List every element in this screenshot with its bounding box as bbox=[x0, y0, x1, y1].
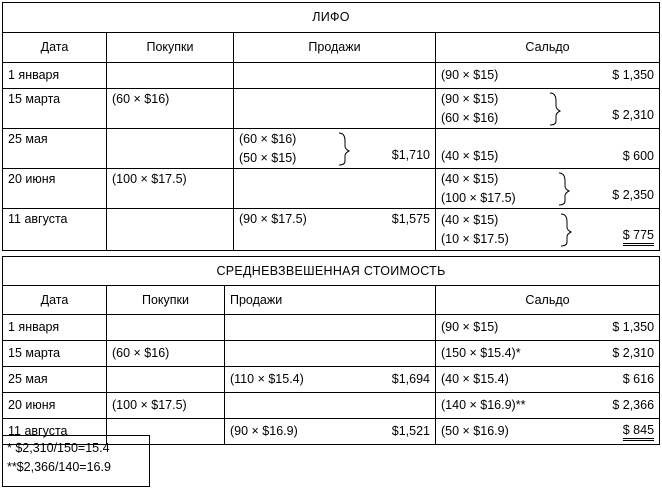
purchases-cell: (100 × $17.5) bbox=[107, 169, 234, 209]
table-row bbox=[3, 89, 660, 129]
purchases-cell bbox=[107, 129, 234, 169]
weighted-header-purchases: Покупки bbox=[107, 286, 225, 315]
date-cell: 15 марта bbox=[3, 341, 107, 367]
balance-total: $ 775 bbox=[623, 228, 654, 246]
lifo-header-sales: Продажи bbox=[234, 33, 436, 63]
weighted-title: СРЕДНЕВЗВЕШЕННАЯ СТОИМОСТЬ bbox=[3, 257, 660, 286]
brace-icon bbox=[559, 212, 573, 248]
sales-line: (90 × $17.5) bbox=[239, 212, 307, 226]
sales-cell bbox=[225, 315, 436, 341]
table-row bbox=[3, 341, 660, 367]
footnote: **$2,366/140=16.9 bbox=[7, 460, 111, 474]
balance-cell bbox=[436, 129, 660, 169]
purchases-cell bbox=[107, 209, 234, 251]
balance-cell bbox=[436, 315, 660, 341]
date-cell: 11 августа bbox=[3, 419, 107, 445]
date-cell: 20 июня bbox=[3, 393, 107, 419]
table-row bbox=[3, 129, 660, 169]
lifo-header-balance: Сальдо bbox=[436, 33, 660, 63]
balance-cell bbox=[436, 169, 660, 209]
balance-line: (140 × $16.9)** bbox=[441, 398, 526, 412]
lifo-header-purchases: Покупки bbox=[107, 33, 234, 63]
weighted-header-date: Дата bbox=[3, 286, 107, 315]
footnotes-box bbox=[2, 435, 150, 487]
weighted-table bbox=[2, 256, 660, 445]
sales-cell bbox=[225, 341, 436, 367]
date-cell: 25 мая bbox=[3, 129, 107, 169]
sales-cell bbox=[234, 63, 436, 89]
balance-total: $ 1,350 bbox=[612, 68, 654, 82]
sales-line: (50 × $15) bbox=[239, 150, 297, 165]
sales-total: $1,694 bbox=[391, 372, 430, 386]
balance-cell bbox=[436, 209, 660, 251]
balance-cell bbox=[436, 393, 660, 419]
table-row bbox=[3, 315, 660, 341]
sales-cell bbox=[234, 89, 436, 129]
balance-line: (90 × $15) bbox=[441, 91, 499, 106]
sales-cell bbox=[225, 367, 436, 393]
lifo-header-date: Дата bbox=[3, 33, 107, 63]
sales-cell bbox=[234, 129, 436, 169]
weighted-header-sales: Продажи bbox=[225, 286, 436, 315]
date-cell: 11 августа bbox=[3, 209, 107, 251]
sales-cell bbox=[234, 169, 436, 209]
balance-line: (100 × $17.5) bbox=[441, 190, 516, 205]
purchases-cell: (60 × $16) bbox=[107, 89, 234, 129]
balance-cell bbox=[436, 89, 660, 129]
balance-total: $ 600 bbox=[622, 149, 654, 163]
purchases-cell bbox=[107, 63, 234, 89]
sales-cell bbox=[225, 419, 436, 445]
balance-line: (40 × $15) bbox=[441, 171, 499, 186]
balance-line: (60 × $16) bbox=[441, 110, 499, 125]
balance-total: $ 616 bbox=[622, 372, 655, 386]
balance-total: $ 1,350 bbox=[612, 320, 655, 334]
purchases-cell bbox=[107, 367, 225, 393]
balance-total: $ 845 bbox=[623, 423, 654, 441]
sales-total: $1,710 bbox=[391, 148, 430, 162]
balance-line: (50 × $16.9) bbox=[441, 424, 509, 438]
balance-total: $ 2,366 bbox=[612, 398, 655, 412]
balance-line: (40 × $15) bbox=[441, 149, 499, 163]
sales-cell bbox=[234, 209, 436, 251]
brace-icon bbox=[548, 91, 562, 127]
purchases-cell bbox=[107, 315, 225, 341]
balance-line: (40 × $15.4) bbox=[441, 372, 509, 386]
balance-total: $ 2,350 bbox=[612, 188, 654, 202]
balance-line: (10 × $17.5) bbox=[441, 231, 509, 246]
balance-total: $ 2,310 bbox=[612, 108, 654, 122]
date-cell: 1 января bbox=[3, 315, 107, 341]
weighted-header-balance: Сальдо bbox=[436, 286, 660, 315]
lifo-table bbox=[2, 2, 660, 251]
brace-icon bbox=[557, 171, 571, 207]
balance-cell bbox=[436, 341, 660, 367]
table-row bbox=[3, 393, 660, 419]
table-row bbox=[3, 367, 660, 393]
sales-line: (60 × $16) bbox=[239, 131, 297, 146]
sales-total: $1,521 bbox=[391, 424, 430, 438]
footnote: * $2,310/150=15.4 bbox=[7, 441, 110, 455]
balance-total: $ 2,310 bbox=[612, 346, 655, 360]
table-row bbox=[3, 63, 660, 89]
balance-cell bbox=[436, 419, 660, 445]
sales-line: (110 × $15.4) bbox=[230, 372, 304, 386]
sales-line: (90 × $16.9) bbox=[230, 424, 298, 438]
balance-line: (90 × $15) bbox=[441, 68, 499, 82]
balance-cell bbox=[436, 367, 660, 393]
brace-icon bbox=[337, 131, 351, 167]
sales-total: $1,575 bbox=[391, 212, 430, 226]
date-cell: 1 января bbox=[3, 63, 107, 89]
balance-cell bbox=[436, 63, 660, 89]
balance-line: (90 × $15) bbox=[441, 320, 499, 334]
date-cell: 15 марта bbox=[3, 89, 107, 129]
sales-cell bbox=[225, 393, 436, 419]
purchases-cell: (60 × $16) bbox=[107, 341, 225, 367]
purchases-cell: (100 × $17.5) bbox=[107, 393, 225, 419]
lifo-title: ЛИФО bbox=[3, 3, 660, 33]
balance-line: (150 × $15.4)* bbox=[441, 346, 521, 360]
date-cell: 20 июня bbox=[3, 169, 107, 209]
date-cell: 25 мая bbox=[3, 367, 107, 393]
table-row bbox=[3, 209, 660, 251]
balance-line: (40 × $15) bbox=[441, 212, 499, 227]
table-row bbox=[3, 169, 660, 209]
